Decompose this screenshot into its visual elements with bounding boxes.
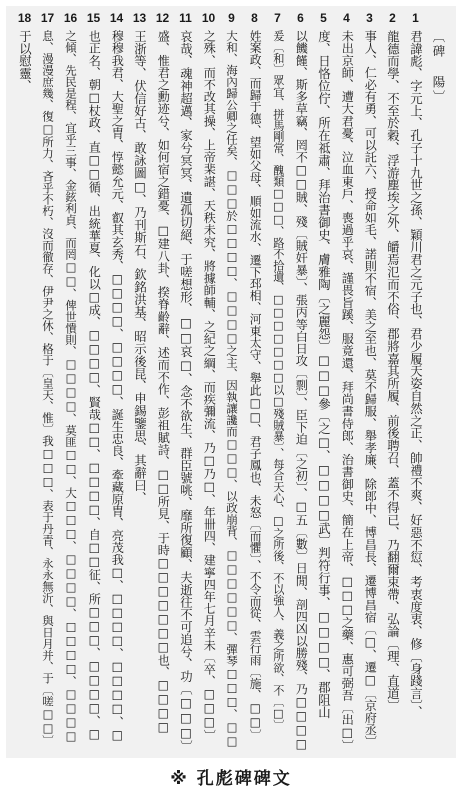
- column-text: 姓案政、而歸于德、望如父母、順如流水、遷下邳相、河東太守、舉此□□、君子鳳也、未怒〔而懼〕、不令而從、雲行雨〔施、□□〕: [248, 30, 263, 741]
- column-number: 14: [109, 11, 124, 25]
- column-text: 之傾、先民是程、宜乎三事、金鉉利貞、而罔□□、俾世憒則、□□□□、莫匪□□、大□□□、□□□□、□□□□、□□□□: [64, 30, 78, 743]
- label-column: [426, 10, 450, 105]
- text-column: [128, 10, 151, 504]
- column-text: 大和、海內歸公卿之任矣、□□□於□□□□、□□□□之主、因執讓讒而□□□、以政崩背、□□□□□□、彈琴□□□、□□: [225, 30, 239, 748]
- text-columns: [12, 10, 450, 756]
- text-column: [381, 10, 404, 712]
- text-column: [105, 10, 128, 742]
- text-column: [404, 10, 427, 718]
- column-number: 13: [132, 11, 147, 25]
- section-label: 〔碑 陽〕: [431, 30, 446, 105]
- text-column: [312, 10, 335, 718]
- column-text: 事人、仁必有勇、可以託六、授命如毛、諾則不宿、美之至也、莫不歸服、舉孝廉、除郎中、博昌長、遷博昌宿〔□、遷□〔京府丞〕: [363, 30, 378, 748]
- column-text: 于以慰靈、: [17, 30, 33, 92]
- text-column: [13, 10, 36, 92]
- text-column: [82, 10, 105, 741]
- column-number: 7: [274, 11, 281, 25]
- column-text: 息、漫漫庶幾、復□所力、吝乎不朽、沒而徹存、伊尹之休、格于〔皇天、惟〕我□□□、表于丹青、永永無沂、與日月并、于〔嗟□□〕: [41, 30, 55, 747]
- column-number: 11: [179, 11, 192, 25]
- column-number: 8: [251, 11, 258, 25]
- column-text: 龍德而學、不至於穀、浮游塵埃之外、皭焉氾而不俗、郡將嘉其所履、前後聘召、蓋不得已、乃翻爾束帶、弘論〔理、直道〕: [385, 30, 401, 712]
- text-column: [358, 10, 381, 748]
- column-text: 以饑饉、斯多草竊、罔不□□賊、殘〔賊奸暴〕、張丙等白日攻〔剽〕、臣下迫〔之初〕、□五〔數〕日閒、剖四凶以勝殘、乃□□□□: [294, 30, 309, 752]
- column-text: 爰〔和〕眾宜、拼馬剛常、醜類□□□、路不拾遺、□□□□□□□以□殘賊暴〕、每合天心、□之所後、不以強人、義之所欲、不〔□〕: [271, 30, 285, 731]
- column-number: 12: [155, 11, 170, 25]
- column-text: 穆穆我君、大聖之胄、惇懿允元、叡其玄秀、□□□□、□□□□、誕生忠良、牽藏原胄、亮茂我□、□□□□、□□□□、□: [110, 30, 125, 742]
- text-column: [220, 10, 243, 748]
- column-number: 1: [412, 11, 419, 25]
- column-text: 未出京師、遭大君憂、泣血東戶、喪過乎哀、謹畏旨蹊、服竟還、拜尚書侍郎、治書御史、簡在上帝、□□□之藥、惠可弼吾〔出□〕: [340, 30, 355, 752]
- text-column: [289, 10, 312, 751]
- column-text: 君諱彪、字元上、孔子十九世之孫、穎川君之元子也、君少履天姿自然之正、帥禮不爽、好惡不愆、考衷度衷、修〔身踐言〕、: [408, 30, 424, 719]
- text-column: [266, 10, 289, 731]
- column-number: 10: [201, 11, 216, 25]
- column-text: 盛、惟君之勳迹兮、如何宿之錯憂、□建八卦、揆脊齡辭、述而不作、彭祖賦詩、□□所見、于時□□□□□□□也、□□□□: [156, 30, 171, 735]
- caption: ※ 孔彪碑碑文: [170, 769, 292, 789]
- text-column: [59, 10, 82, 743]
- text-column: [335, 10, 358, 752]
- column-number: 4: [343, 11, 350, 25]
- column-text: 度、日恪位佇、所在祗肅、拜治書御史、膚雅陶〔之麗怨〕□□□參〔之□、□□□□武〕判符行事、□□□□、郡阻山: [316, 30, 332, 719]
- column-number: 18: [17, 11, 32, 25]
- column-text: 之殊、而不改其操、上帝棐諶、天秩未究、將據師輔、之紀之綱、而疾彌流、乃□乃□、年卌四、建寧四年七月辛未〔卒、□□□〕: [202, 30, 217, 742]
- column-number: 3: [366, 11, 373, 25]
- column-text: 也正名、朝□杖政、直□□循、出統華夏、化以□成、□□□□、賢哉□□、□□□□、自□□征、所□□□、□□□□、□: [87, 30, 102, 742]
- column-number: 6: [297, 11, 304, 25]
- column-number: 2: [389, 11, 396, 25]
- text-column: [151, 10, 174, 734]
- text-column: [174, 10, 197, 752]
- column-text: 哀哉、魂神超邁、家兮冥冥、遺孤切絕、于嗟想形、□□哀□、念不欲生、群臣號咷、靡所復顧、夫逝往不可追兮、功〔□□□〕: [178, 30, 194, 753]
- column-number: 15: [86, 11, 101, 25]
- column-number: 16: [63, 11, 78, 25]
- inscription-page: [6, 6, 456, 758]
- column-number: 5: [320, 11, 327, 25]
- text-column: [197, 10, 220, 741]
- column-number: 17: [40, 11, 55, 25]
- text-column: [243, 10, 266, 741]
- text-column: [36, 10, 59, 747]
- column-text: 王浙等、伏信好古、敢詠圖□、乃刊斯石、欽銘洪基、昭示後昆、申錫鑒思、其辭曰、: [132, 30, 148, 504]
- column-number: 9: [228, 11, 235, 25]
